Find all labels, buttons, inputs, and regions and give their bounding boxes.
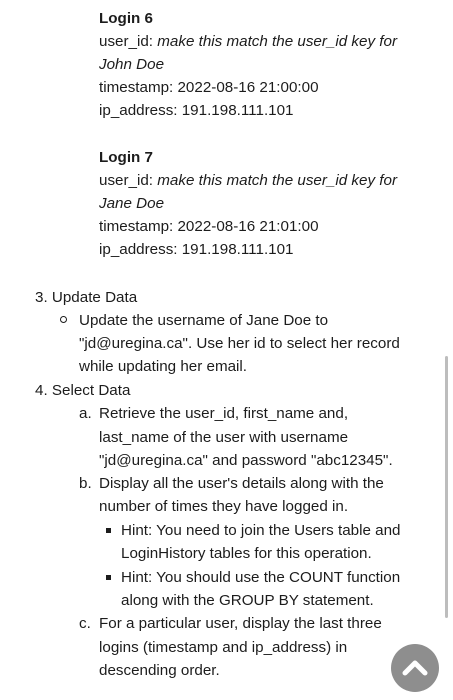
login7-ip-address: ip_address: 191.198.111.101 (99, 241, 294, 258)
scroll-to-top-button[interactable] (391, 644, 439, 692)
hint-line: Hint: You should use the COUNT function (121, 569, 401, 586)
login7-user-id-note-2: Jane Doe (99, 195, 165, 212)
login6-user-id-label: user_id: (99, 33, 158, 50)
login6-user-id (99, 32, 397, 52)
chevron-up-icon (402, 659, 428, 677)
item-c-line: logins (timestamp and ip_address) in (99, 639, 348, 656)
item-a-line: last_name of the user with username (99, 429, 349, 446)
item-b-line: number of times they have logged in. (99, 498, 349, 515)
item-b-line: Display all the user's details along with the (99, 475, 384, 492)
section3-bullet-line: while updating her email. (79, 358, 248, 375)
login7-user-id (99, 171, 397, 191)
square-bullet-icon (106, 528, 111, 533)
section3-bullet-line: "jd@uregina.ca". Use her id to select her record (79, 335, 400, 352)
item-c-line: For a particular user, display the last three (99, 615, 382, 632)
login6-user-id-note-2: John Doe (99, 56, 165, 73)
section4-title: 4. Select Data (35, 382, 131, 399)
login7-user-id-label: user_id: (99, 172, 158, 189)
item-b-marker: b. (79, 475, 92, 492)
login7-heading: Login 7 (99, 149, 153, 166)
item-c-line: descending order. (99, 662, 220, 679)
login6-ip-address: ip_address: 191.198.111.101 (99, 102, 294, 119)
login6-user-id-note-1: make this match the user_id key for (157, 33, 397, 50)
hint-line: Hint: You need to join the Users table and (121, 522, 401, 539)
login7-user-id-note-1: make this match the user_id key for (157, 172, 397, 189)
circle-bullet-icon (60, 316, 67, 323)
hint-line: LoginHistory tables for this operation. (121, 545, 372, 562)
item-c-marker: c. (79, 615, 91, 632)
section3-bullet-line: Update the username of Jane Doe to (79, 312, 329, 329)
item-a-marker: a. (79, 405, 92, 422)
vertical-scrollbar[interactable] (445, 356, 448, 618)
square-bullet-icon (106, 575, 111, 580)
login7-timestamp: timestamp: 2022-08-16 21:01:00 (99, 218, 319, 235)
item-a-line: "jd@uregina.ca" and password "abc12345". (99, 452, 393, 469)
login6-heading: Login 6 (99, 10, 153, 27)
login6-timestamp: timestamp: 2022-08-16 21:00:00 (99, 79, 319, 96)
hint-line: along with the GROUP BY statement. (121, 592, 374, 609)
item-a-line: Retrieve the user_id, first_name and, (99, 405, 349, 422)
section3-title: 3. Update Data (35, 289, 138, 306)
